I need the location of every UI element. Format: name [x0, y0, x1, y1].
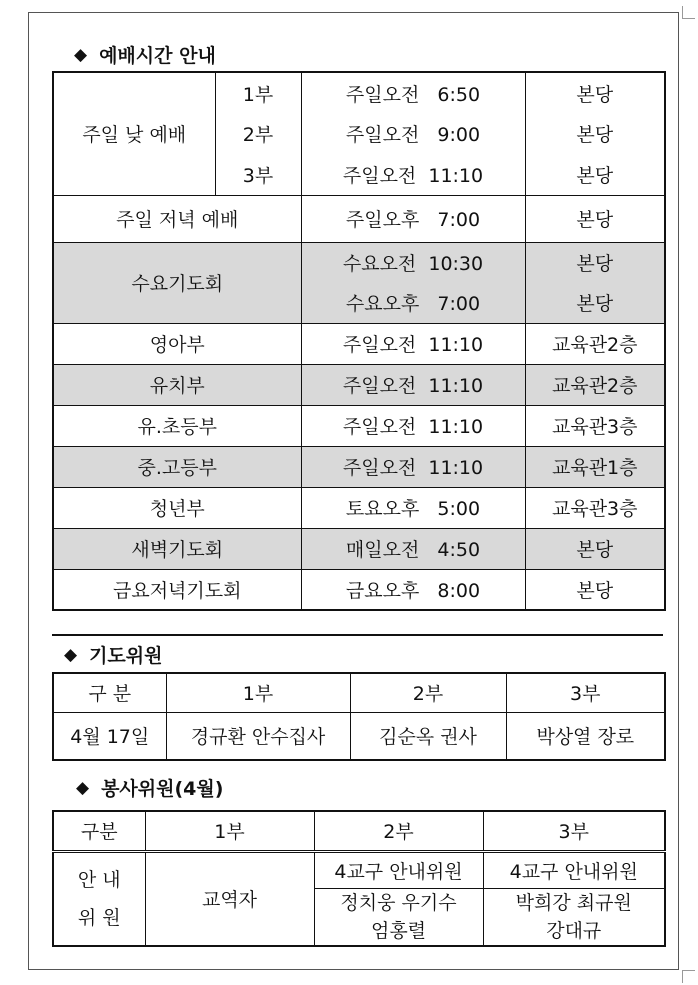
service-time: 주일오전 11:10	[301, 364, 525, 405]
table-row	[53, 195, 665, 242]
service-time: 금요오후 8:00	[301, 569, 525, 610]
worship-heading-text: 예배시간 안내	[99, 45, 216, 67]
table-row	[53, 569, 665, 610]
service-place: 교육관1층	[525, 446, 665, 487]
service-time: 주일오전 9:00	[301, 113, 525, 154]
service-part1: 교역자	[145, 851, 314, 946]
service-place: 본당	[525, 154, 665, 195]
service-name: 중.고등부	[53, 446, 301, 487]
service-time: 주일오전 6:50	[301, 72, 525, 113]
service-place: 교육관2층	[525, 323, 665, 364]
service-part3-bottom: 박희강 최규원 강대규	[483, 888, 665, 946]
table-row	[53, 528, 665, 569]
service-time: 주일오전 11:10	[301, 154, 525, 195]
service-place: 본당	[525, 195, 665, 242]
service-role-bottom: 위 원	[77, 906, 121, 929]
corner-mark	[682, 6, 695, 19]
service-place: 본당	[525, 282, 665, 323]
service-name: 주일 저녁 예배	[53, 195, 301, 242]
table-row	[53, 323, 665, 364]
service-name: 수요기도회	[53, 242, 301, 323]
diamond-bullet-icon: ◆	[74, 44, 88, 65]
service-role-top: 안 내	[77, 868, 121, 891]
column-header: 1부	[145, 811, 314, 851]
table-row	[53, 487, 665, 528]
service-table	[52, 810, 666, 947]
service-time: 주일오전 11:10	[301, 405, 525, 446]
part-label: 2부	[215, 113, 301, 154]
service-role	[53, 851, 145, 946]
service-place: 본당	[525, 528, 665, 569]
section-divider	[52, 634, 663, 636]
service-time: 주일오전 11:10	[301, 446, 525, 487]
service-time: 수요오전 10:30	[301, 242, 525, 282]
prayer-table	[52, 672, 666, 761]
column-header: 구 분	[53, 673, 166, 712]
service-place: 본당	[525, 569, 665, 610]
service-name: 영아부	[53, 323, 301, 364]
diamond-bullet-icon: ◆	[64, 644, 78, 665]
service-time: 주일오전 11:10	[301, 323, 525, 364]
prayer-heading-text: 기도위원	[89, 645, 163, 667]
service-name: 새벽기도회	[53, 528, 301, 569]
service-part2-top: 4교구 안내위원	[314, 851, 483, 888]
service-name: 유.초등부	[53, 405, 301, 446]
service-name: 금요저녁기도회	[53, 569, 301, 610]
part-label: 3부	[215, 154, 301, 195]
table-row	[53, 712, 665, 760]
service-heading-text: 봉사위원(4월)	[101, 778, 224, 800]
service-place: 본당	[525, 113, 665, 154]
table-row	[53, 851, 665, 888]
column-header: 1부	[166, 673, 350, 712]
table-row	[53, 242, 665, 282]
service-time: 토요오후 5:00	[301, 487, 525, 528]
service-name: 주일 낮 예배	[53, 72, 215, 195]
service-time: 매일오전 4:50	[301, 528, 525, 569]
service-heading	[76, 774, 223, 801]
prayer-date: 4월 17일	[53, 712, 166, 760]
service-time: 주일오후 7:00	[301, 195, 525, 242]
service-time: 수요오후 7:00	[301, 282, 525, 323]
column-header: 2부	[314, 811, 483, 851]
table-row	[53, 446, 665, 487]
service-place: 교육관3층	[525, 487, 665, 528]
worship-table	[52, 71, 666, 611]
prayer-member: 김순옥 권사	[350, 712, 506, 760]
service-name: 청년부	[53, 487, 301, 528]
corner-mark	[682, 970, 695, 983]
service-place: 교육관2층	[525, 364, 665, 405]
service-part3-top: 4교구 안내위원	[483, 851, 665, 888]
table-row	[53, 364, 665, 405]
column-header: 구분	[53, 811, 145, 851]
worship-heading	[74, 41, 216, 68]
prayer-heading	[64, 641, 163, 668]
table-header-row	[53, 673, 665, 712]
column-header: 2부	[350, 673, 506, 712]
service-place: 교육관3층	[525, 405, 665, 446]
prayer-member: 박상열 장로	[506, 712, 665, 760]
part-label: 1부	[215, 72, 301, 113]
table-row	[53, 405, 665, 446]
service-place: 본당	[525, 72, 665, 113]
prayer-member: 경규환 안수집사	[166, 712, 350, 760]
service-place: 본당	[525, 242, 665, 282]
table-header-row	[53, 811, 665, 851]
diamond-bullet-icon: ◆	[76, 777, 90, 798]
service-name: 유치부	[53, 364, 301, 405]
table-row	[53, 72, 665, 113]
column-header: 3부	[506, 673, 665, 712]
column-header: 3부	[483, 811, 665, 851]
service-part2-bottom: 정치웅 우기수 엄홍렬	[314, 888, 483, 946]
